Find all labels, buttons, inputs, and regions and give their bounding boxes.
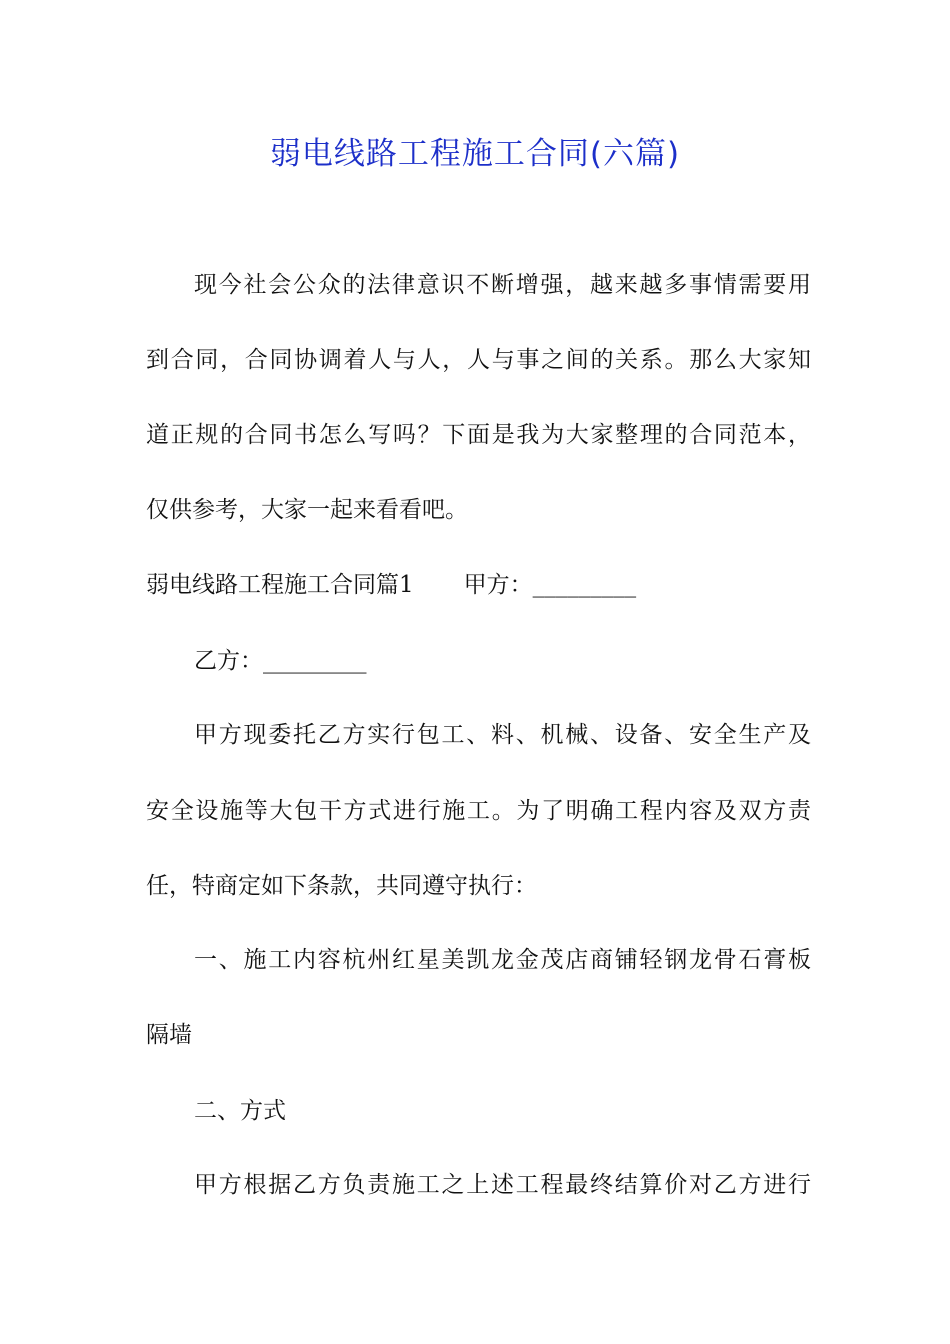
section-heading-row bbox=[146, 570, 811, 600]
paragraph1-line-2: 安全设施等大包干方式进行施工。为了明确工程内容及双方责 bbox=[146, 798, 811, 824]
section-heading: 弱电线路工程施工合同篇1 bbox=[146, 572, 414, 598]
intro-line-3: 道正规的合同书怎么写吗？下面是我为大家整理的合同范本， bbox=[146, 422, 811, 448]
document-title: 弱电线路工程施工合同(六篇) bbox=[269, 136, 681, 172]
clause1-line-1: 一、施工内容杭州红星美凯龙金茂店商铺轻钢龙骨石膏板 bbox=[194, 947, 811, 973]
clause2-heading: 二、方式 bbox=[194, 1098, 286, 1124]
clause1-line-2: 隔墙 bbox=[146, 1022, 192, 1048]
party-a-blank: _________ bbox=[532, 572, 637, 598]
intro-line-1: 现今社会公众的法律意识不断增强，越来越多事情需要用 bbox=[194, 272, 811, 298]
party-b-label: 乙方： bbox=[194, 648, 263, 674]
paragraph1-line-1: 甲方现委托乙方实行包工、料、机械、设备、安全生产及 bbox=[194, 722, 811, 748]
paragraph2-line-1: 甲方根据乙方负责施工之上述工程最终结算价对乙方进行 bbox=[194, 1172, 811, 1198]
intro-line-2: 到合同，合同协调着人与人，人与事之间的关系。那么大家知 bbox=[146, 347, 811, 373]
party-a-label: 甲方： bbox=[463, 572, 533, 598]
intro-line-4: 仅供参考，大家一起来看看吧。 bbox=[146, 497, 468, 523]
paragraph1-line-3: 任，特商定如下条款，共同遵守执行： bbox=[146, 873, 537, 899]
party-b-row bbox=[146, 646, 811, 676]
party-b-blank: _________ bbox=[263, 648, 367, 674]
